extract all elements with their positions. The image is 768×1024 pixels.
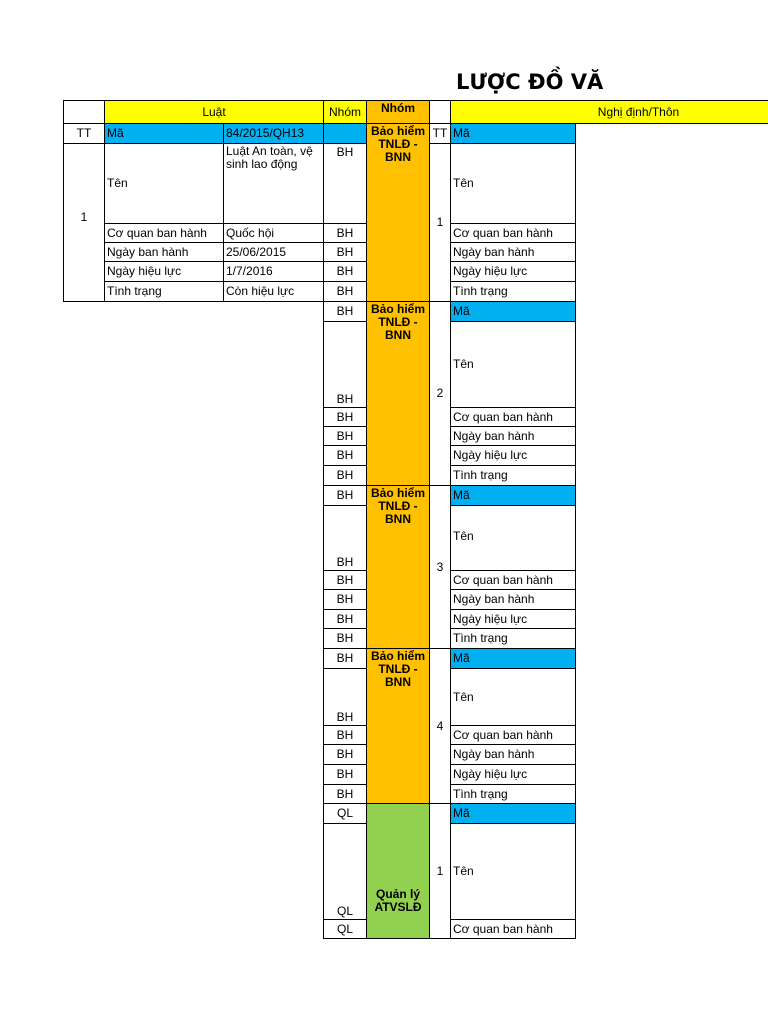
group-bh-cell: BH [323, 725, 367, 745]
decree-index: 1 [429, 803, 451, 939]
decree-code-label: Mã [450, 123, 576, 144]
header-group: Nhóm [323, 100, 367, 124]
decree-effective-date-label: Ngày hiệu lực [450, 261, 576, 282]
group-bh-cell: BH [323, 426, 367, 446]
group-management: Quản lý ATVSLĐ [366, 803, 430, 939]
decree-name-label: Tên [450, 823, 576, 920]
law-code-group [323, 123, 367, 144]
group-bh-cell: BH [323, 261, 367, 282]
group-bh-cell: BH [323, 570, 367, 590]
decree-issuer-label: Cơ quan ban hành [450, 223, 576, 243]
decree-status-label: Tình trạng [450, 281, 576, 302]
group-bh-cell: BH [323, 784, 367, 804]
decree-effective-date-label: Ngày hiệu lực [450, 609, 576, 629]
decree-index: 4 [429, 648, 451, 804]
law-issue-date-value: 25/06/2015 [223, 242, 324, 262]
tt-header-2: TT [429, 123, 451, 144]
group-bh-cell: BH [323, 505, 367, 571]
header-law: Luật [104, 100, 324, 124]
decree-index: 1 [429, 143, 451, 302]
law-name-label: Tên [104, 143, 224, 224]
group-bh-cell: BH [323, 465, 367, 486]
decree-name-label: Tên [450, 505, 576, 571]
decree-issue-date-label: Ngày ban hành [450, 744, 576, 765]
group-bh-cell: BH [323, 301, 367, 322]
header-group-2: Nhóm [366, 100, 430, 124]
decree-name-label: Tên [450, 321, 576, 408]
law-effective-date-label: Ngày hiệu lực [104, 261, 224, 282]
group-bh-cell: BH [323, 485, 367, 506]
tt-header: TT [63, 123, 105, 144]
header-decree: Nghị định/Thôn [450, 100, 768, 124]
law-status-label: Tình trạng [104, 281, 224, 302]
group-bh-cell: BH [323, 321, 367, 408]
decree-name-label: Tên [450, 668, 576, 726]
law-code-label: Mã [104, 123, 224, 144]
group-insurance: Bảo hiểm TNLĐ - BNN [366, 648, 430, 804]
law-status-value: Còn hiệu lực [223, 281, 324, 302]
group-bh-cell: BH [323, 242, 367, 262]
group-bh-cell: BH [323, 628, 367, 649]
group-bh-cell: BH [323, 668, 367, 726]
decree-index: 3 [429, 485, 451, 649]
sheet-title: LƯỢC ĐỒ VĂ [456, 70, 604, 94]
group-bh-cell: BH [323, 744, 367, 765]
group-ql-cell: QL [323, 823, 367, 920]
group-ql-cell: QL [323, 919, 367, 939]
decree-issuer-label: Cơ quan ban hành [450, 725, 576, 745]
group-bh-cell: BH [323, 609, 367, 629]
law-index: 1 [63, 143, 105, 302]
header-blank-cell [63, 100, 105, 124]
group-insurance: Bảo hiểm TNLĐ - BNN [366, 301, 430, 486]
group-bh-cell: BH [323, 445, 367, 466]
decree-issuer-label: Cơ quan ban hành [450, 407, 576, 427]
header-blank-tt [429, 100, 451, 124]
decree-issuer-label: Cơ quan ban hành [450, 919, 576, 939]
group-bh-cell: BH [323, 589, 367, 610]
group-bh-cell: BH [323, 143, 367, 224]
decree-effective-date-label: Ngày hiệu lực [450, 764, 576, 785]
law-issuer-label: Cơ quan ban hành [104, 223, 224, 243]
decree-issue-date-label: Ngày ban hành [450, 589, 576, 610]
group-insurance: Bảo hiểm TNLĐ - BNN [366, 123, 430, 302]
group-bh-cell: BH [323, 407, 367, 427]
group-insurance: Bảo hiểm TNLĐ - BNN [366, 485, 430, 649]
law-issuer-value: Quốc hội [223, 223, 324, 243]
decree-status-label: Tình trạng [450, 628, 576, 649]
law-name-value: Luật An toàn, vệ sinh lao động [223, 143, 324, 224]
group-bh-cell: BH [323, 281, 367, 302]
decree-issue-date-label: Ngày ban hành [450, 242, 576, 262]
decree-status-label: Tình trạng [450, 465, 576, 486]
decree-code-label: Mã [450, 648, 576, 669]
decree-issuer-label: Cơ quan ban hành [450, 570, 576, 590]
decree-effective-date-label: Ngày hiệu lực [450, 445, 576, 466]
decree-name-label: Tên [450, 143, 576, 224]
decree-issue-date-label: Ngày ban hành [450, 426, 576, 446]
law-issue-date-label: Ngày ban hành [104, 242, 224, 262]
decree-code-label: Mã [450, 803, 576, 824]
group-ql-cell: QL [323, 803, 367, 824]
decree-code-label: Mã [450, 485, 576, 506]
decree-code-label: Mã [450, 301, 576, 322]
group-bh-cell: BH [323, 764, 367, 785]
law-code-value: 84/2015/QH13 [223, 123, 324, 144]
law-effective-date-value: 1/7/2016 [223, 261, 324, 282]
decree-status-label: Tình trạng [450, 784, 576, 804]
group-bh-cell: BH [323, 223, 367, 243]
group-bh-cell: BH [323, 648, 367, 669]
decree-index: 2 [429, 301, 451, 486]
